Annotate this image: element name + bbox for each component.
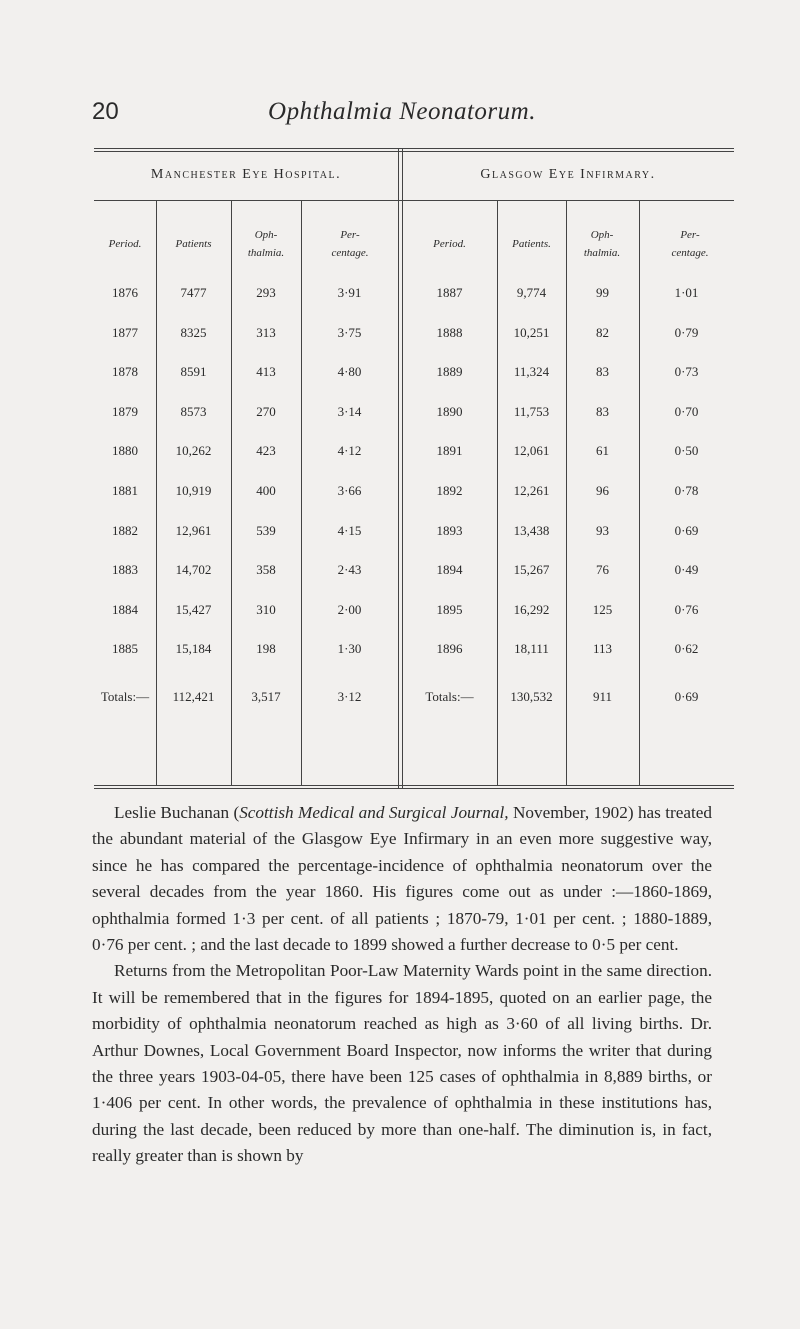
table-cell: 2·00: [337, 601, 362, 617]
table-cell: 15,267: [513, 562, 550, 578]
table-cell: 10,262: [175, 443, 212, 459]
table-cell: 4·15: [337, 522, 362, 538]
table-cell: 11,753: [513, 403, 550, 419]
table-cell: 1887: [436, 285, 463, 300]
table-cell: 4·80: [337, 364, 362, 380]
table-cell: 0·49: [674, 562, 699, 578]
table-cell: 0·50: [674, 443, 699, 459]
totals-cell: 0·69: [674, 689, 699, 704]
table-cell: 539: [256, 522, 276, 538]
table-cell: 1882: [112, 522, 138, 538]
table-cell: 0·69: [674, 522, 699, 538]
totals-cell: Totals:—: [100, 689, 150, 704]
table-cell: 3·14: [337, 403, 362, 419]
table-cell: 93: [596, 522, 609, 538]
table-cell: 76: [596, 562, 609, 578]
table-cell: 1884: [112, 601, 138, 617]
col-header-ophthalmia: Oph- thalmia.: [247, 229, 285, 259]
table-cell: 8573: [180, 403, 207, 419]
table-cell: 12,061: [513, 443, 550, 459]
table-cell: 1878: [112, 364, 138, 380]
table-cell: 423: [256, 443, 276, 459]
table-bottom-rule: [94, 785, 734, 786]
table-cell: 1883: [112, 562, 138, 578]
table-cell: 1885: [112, 641, 138, 657]
table-cell: 15,427: [175, 601, 212, 617]
totals-cell: 3·12: [337, 689, 362, 704]
table-cell: 358: [256, 562, 276, 578]
table-cell: 0·78: [674, 483, 699, 498]
table-cell: 0·79: [674, 324, 699, 340]
table-cell: 270: [256, 403, 276, 419]
glasgow-title: Glasgow Eye Infirmary.: [480, 167, 656, 182]
table-cell: 400: [256, 483, 276, 498]
col-header-percentage: Per- centage.: [331, 229, 369, 259]
table-cell: 0·62: [674, 641, 699, 657]
totals-cell: Totals:—: [425, 689, 474, 704]
table-cell: 13,438: [513, 522, 550, 538]
table-cell: 3·91: [337, 285, 362, 300]
table-cell: 0·70: [674, 403, 699, 419]
table-cell: 11,324: [513, 364, 550, 380]
table-cell: 313: [256, 324, 276, 340]
page-number: 20: [92, 98, 119, 125]
table-cell: 1889: [436, 364, 463, 380]
table-cell: 293: [256, 285, 276, 300]
page-header: [92, 98, 712, 132]
manchester-title: Manchester Eye Hospital.: [150, 167, 342, 182]
group-header-rule: [94, 200, 734, 201]
table-cell: 10,919: [175, 483, 212, 498]
table-cell: 3·75: [337, 324, 362, 340]
table-cell: 18,111: [514, 641, 549, 657]
table-cell: 413: [256, 364, 276, 380]
table-cell: 1876: [112, 285, 138, 300]
paragraph-1: [92, 800, 712, 958]
table-cell: 12,261: [513, 483, 550, 498]
col-header-ophthalmia: Oph- thalmia.: [583, 229, 621, 259]
col-header-percentage: Per- centage.: [671, 229, 709, 259]
table-cell: 2·43: [337, 562, 362, 578]
table-cell: 1880: [112, 443, 138, 459]
table-cell: 83: [596, 403, 609, 419]
table-cell: 8591: [180, 364, 207, 380]
statistics-table: [94, 148, 734, 788]
table-cell: 1891: [436, 443, 463, 459]
table-top-rule-inner: [94, 151, 734, 152]
table-cell: 198: [256, 641, 276, 657]
body-text: [92, 800, 712, 1170]
table-cell: 1·01: [674, 285, 699, 300]
paragraph-2: Returns from the Metropolitan Poor-Law Maternity Wards point in the same direction. It will be remembered that in the figures for 1894-1895, quoted on an earlier page, the morbidity of ophthalmia neonatorum reached as high as 3·60 of all living births. Dr. Arthur Downes, Local Government Board Inspector, now informs the writer that during the three years 1903-04-05, there have been 125 cases of ophthalmia in 8,889 births, or 1·406 per cent. In other words, the prevalence of ophthalmia in these institutions has, during the last decade, been reduced by more than one-half. The diminution is, in fact, really greater than is shown by: [92, 961, 712, 1166]
table-cell: 1879: [112, 403, 138, 419]
table-cell: 99: [596, 285, 609, 300]
table-cell: 1877: [112, 324, 138, 340]
table-cell: 12,961: [175, 522, 212, 538]
table-cell: 16,292: [513, 601, 550, 617]
table-cell: 1890: [436, 403, 463, 419]
col-header-period: Period.: [433, 238, 466, 250]
table-cell: 10,251: [513, 324, 550, 340]
table-cell: 8325: [180, 324, 207, 340]
table-cell: 1896: [436, 641, 463, 657]
table-cell: 9,774: [516, 285, 547, 300]
table-cell: 14,702: [175, 562, 212, 578]
paragraph-1-start: Leslie Buchanan (: [114, 803, 240, 822]
table-cell: 7477: [180, 285, 207, 300]
journal-citation: Scottish Medical and Surgical Journal,: [239, 803, 509, 822]
table-cell: 82: [596, 324, 609, 340]
totals-cell: 911: [592, 689, 613, 704]
totals-cell: 130,532: [510, 689, 553, 704]
table-cell: 113: [592, 641, 613, 657]
table-cell: 1893: [436, 522, 463, 538]
table-cell: 1888: [436, 324, 463, 340]
table-cell: 1881: [112, 483, 138, 498]
table-cell: 83: [596, 364, 609, 380]
table-cell: 61: [596, 443, 609, 459]
table-cell: 0·73: [674, 364, 699, 380]
table-cell: 310: [256, 601, 276, 617]
col-header-patients: Patients: [175, 238, 212, 250]
table-cell: 1892: [436, 483, 463, 498]
table-cell: 1·30: [337, 641, 362, 657]
table-top-rule: [94, 148, 734, 149]
col-header-period: Period.: [108, 238, 142, 250]
table-cell: 125: [592, 601, 613, 617]
table-cell: 15,184: [175, 641, 212, 657]
table-cell: 1894: [436, 562, 463, 578]
paragraph-1-rest: November, 1902) has treated the abundant material of the Glasgow Eye Infirmary in an even more suggestive way, since he has compared the percentage-incidence of ophthalmia neonatorum over the several decades from the year 1860. His figures come out as under :—1860-1869, ophthalmia formed 1·3 per cent. of all patients ; 1870-79, 1·01 per cent. ; 1880-1889, 0·76 per cent. ; and the last decade to 1899 showed a further decrease to 0·5 per cent.: [92, 803, 713, 955]
table-cell: 3·66: [337, 483, 362, 498]
totals-cell: 112,421: [172, 689, 215, 704]
table-cell: 0·76: [674, 601, 699, 617]
running-title: Ophthalmia Neonatorum.: [268, 98, 536, 125]
table-cell: 96: [596, 483, 609, 498]
table-bottom-rule-inner: [94, 788, 734, 789]
table-cell: 4·12: [337, 443, 362, 459]
table-cell: 1895: [436, 601, 463, 617]
totals-cell: 3,517: [251, 689, 281, 704]
col-header-patients: Patients.: [512, 238, 551, 250]
